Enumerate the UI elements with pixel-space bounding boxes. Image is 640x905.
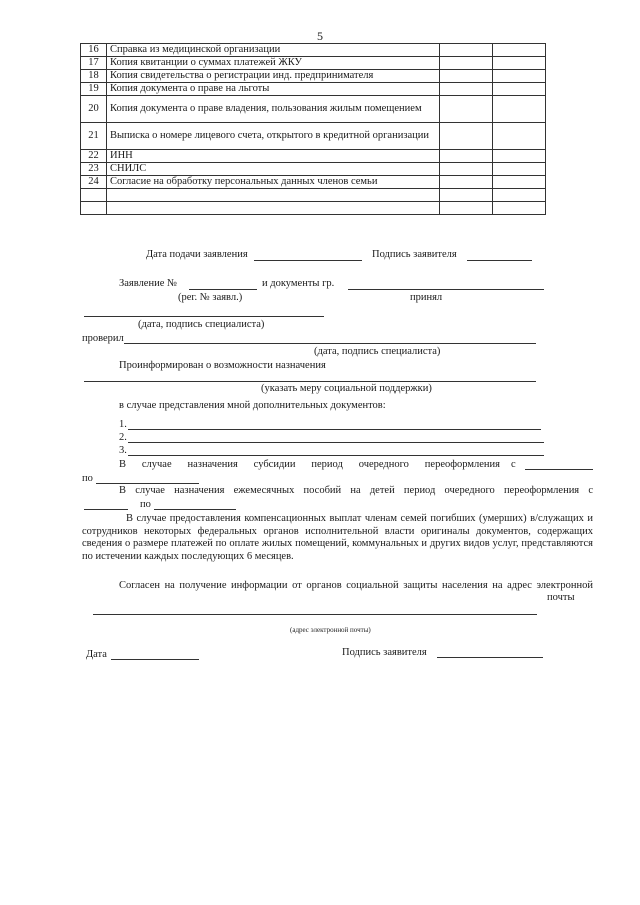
document-name: Согласие на обработку персональных данных членов семьи xyxy=(107,176,440,189)
subsidy-to-label: по xyxy=(82,473,93,484)
mark-cell-1[interactable] xyxy=(440,123,493,150)
mark-cell-2[interactable] xyxy=(493,83,546,96)
applicant-signature-label-2: Подпись заявителя xyxy=(342,647,427,658)
mark-cell-1[interactable] xyxy=(440,57,493,70)
mark-cell-1[interactable] xyxy=(440,83,493,96)
document-name xyxy=(107,189,440,202)
document-name xyxy=(107,202,440,215)
application-no-label: Заявление № xyxy=(119,278,178,289)
mark-cell-2[interactable] xyxy=(493,44,546,57)
applicant-signature-field[interactable] xyxy=(467,260,532,261)
checked-by-field[interactable] xyxy=(124,343,536,344)
mark-cell-2[interactable] xyxy=(493,57,546,70)
table-row xyxy=(81,202,546,215)
subsidy-from-label: с xyxy=(511,459,516,470)
mark-cell-1[interactable] xyxy=(440,70,493,83)
document-name: Копия документа о праве владения, пользования жилым помещением xyxy=(107,96,440,123)
table-row xyxy=(81,57,546,70)
date-sign-specialist-hint-1: (дата, подпись специалиста) xyxy=(138,319,265,330)
mark-cell-1[interactable] xyxy=(440,44,493,57)
document-name: СНИЛС xyxy=(107,163,440,176)
document-name: Копия квитанции о суммах платежей ЖКУ xyxy=(107,57,440,70)
additional-doc-2-field[interactable] xyxy=(128,442,544,443)
citizen-name-field[interactable] xyxy=(348,289,544,290)
item-1-label: 1. xyxy=(119,419,127,430)
row-number: 24 xyxy=(81,176,107,189)
row-number xyxy=(81,189,107,202)
document-name: Копия документа о праве на льготы xyxy=(107,83,440,96)
mark-cell-1[interactable] xyxy=(440,189,493,202)
document-name: Справка из медицинской организации xyxy=(107,44,440,57)
accepted-label: принял xyxy=(410,292,443,303)
item-2-label: 2. xyxy=(119,432,127,443)
reg-no-hint: (рег. № заявл.) xyxy=(178,292,243,303)
item-3-label: 3. xyxy=(119,445,127,456)
table-row xyxy=(81,70,546,83)
row-number xyxy=(81,202,107,215)
mark-cell-1[interactable] xyxy=(440,163,493,176)
mark-cell-1[interactable] xyxy=(440,176,493,189)
consent-paragraph: Согласен на получение информации от органов социальной защиты населения на адрес электронной xyxy=(119,580,593,591)
mark-cell-2[interactable] xyxy=(493,123,546,150)
row-number: 23 xyxy=(81,163,107,176)
mark-cell-2[interactable] xyxy=(493,202,546,215)
accepted-by-field[interactable] xyxy=(84,316,324,317)
additional-doc-3-field[interactable] xyxy=(128,455,544,456)
mail-label: почты xyxy=(547,592,575,603)
row-number: 22 xyxy=(81,150,107,163)
subsidy-line: В случае назначения субсидии период очередного переоформления xyxy=(119,459,500,470)
table-row xyxy=(81,44,546,57)
additional-docs-label: в случае представления мной дополнительных документов: xyxy=(119,400,386,411)
document-name: Копия свидетельства о регистрации инд. предпринимателя xyxy=(107,70,440,83)
page-number: 5 xyxy=(317,29,323,43)
mark-cell-2[interactable] xyxy=(493,189,546,202)
mark-cell-1[interactable] xyxy=(440,150,493,163)
row-number: 21 xyxy=(81,123,107,150)
document-name: Выписка о номере лицевого счета, открытого в кредитной организации xyxy=(107,123,440,150)
allowance-line: В случае назначения ежемесячных пособий на детей период очередного переоформления с xyxy=(119,485,593,496)
application-no-field[interactable] xyxy=(189,289,257,290)
document-name: ИНН xyxy=(107,150,440,163)
support-measure-field[interactable] xyxy=(84,381,536,382)
row-number: 17 xyxy=(81,57,107,70)
mark-cell-1[interactable] xyxy=(440,202,493,215)
mark-cell-2[interactable] xyxy=(493,96,546,123)
table-row xyxy=(81,123,546,150)
table-row xyxy=(81,163,546,176)
table-row xyxy=(81,176,546,189)
email-address-hint: (адрес электронной почты) xyxy=(290,626,371,634)
date-submitted-label: Дата подачи заявления xyxy=(146,249,248,260)
and-docs-label: и документы гр. xyxy=(262,278,335,289)
informed-label: Проинформирован о возможности назначения xyxy=(119,360,326,371)
mark-cell-2[interactable] xyxy=(493,150,546,163)
row-number: 20 xyxy=(81,96,107,123)
date-label: Дата xyxy=(86,649,107,660)
row-number: 18 xyxy=(81,70,107,83)
allowance-to-label: по xyxy=(140,499,151,510)
table-row xyxy=(81,189,546,202)
date-sign-specialist-hint-2: (дата, подпись специалиста) xyxy=(314,346,441,357)
allowance-to-field[interactable] xyxy=(154,509,236,510)
compensation-paragraph: В случае предоставления компенсационных выплат членам семей погибших (умерших) в/служащих и сотрудников некоторых федеральных органов исполнительной власти оригиналы документов, содержащих сведения о размере платежей по оплате жилых помещений, коммунальных и других видов услуг, представляются по истечении каждых последующих 6 месяцев. xyxy=(82,513,593,562)
date-submitted-field[interactable] xyxy=(254,260,362,261)
subsidy-to-field[interactable] xyxy=(96,483,199,484)
table-row xyxy=(81,96,546,123)
subsidy-from-field[interactable] xyxy=(525,469,593,470)
allowance-from-field[interactable] xyxy=(84,509,128,510)
mark-cell-2[interactable] xyxy=(493,176,546,189)
applicant-signature-label: Подпись заявителя xyxy=(372,249,457,260)
table-row xyxy=(81,150,546,163)
checked-label: проверил xyxy=(82,333,124,344)
mark-cell-2[interactable] xyxy=(493,163,546,176)
date-field[interactable] xyxy=(111,659,199,660)
email-address-field[interactable] xyxy=(93,614,537,615)
additional-doc-1-field[interactable] xyxy=(128,429,541,430)
applicant-signature-field-2[interactable] xyxy=(437,657,543,658)
mark-cell-1[interactable] xyxy=(440,96,493,123)
row-number: 19 xyxy=(81,83,107,96)
documents-table xyxy=(80,43,546,215)
support-measure-hint: (указать меру социальной поддержки) xyxy=(261,383,432,394)
mark-cell-2[interactable] xyxy=(493,70,546,83)
row-number: 16 xyxy=(81,44,107,57)
table-row xyxy=(81,83,546,96)
